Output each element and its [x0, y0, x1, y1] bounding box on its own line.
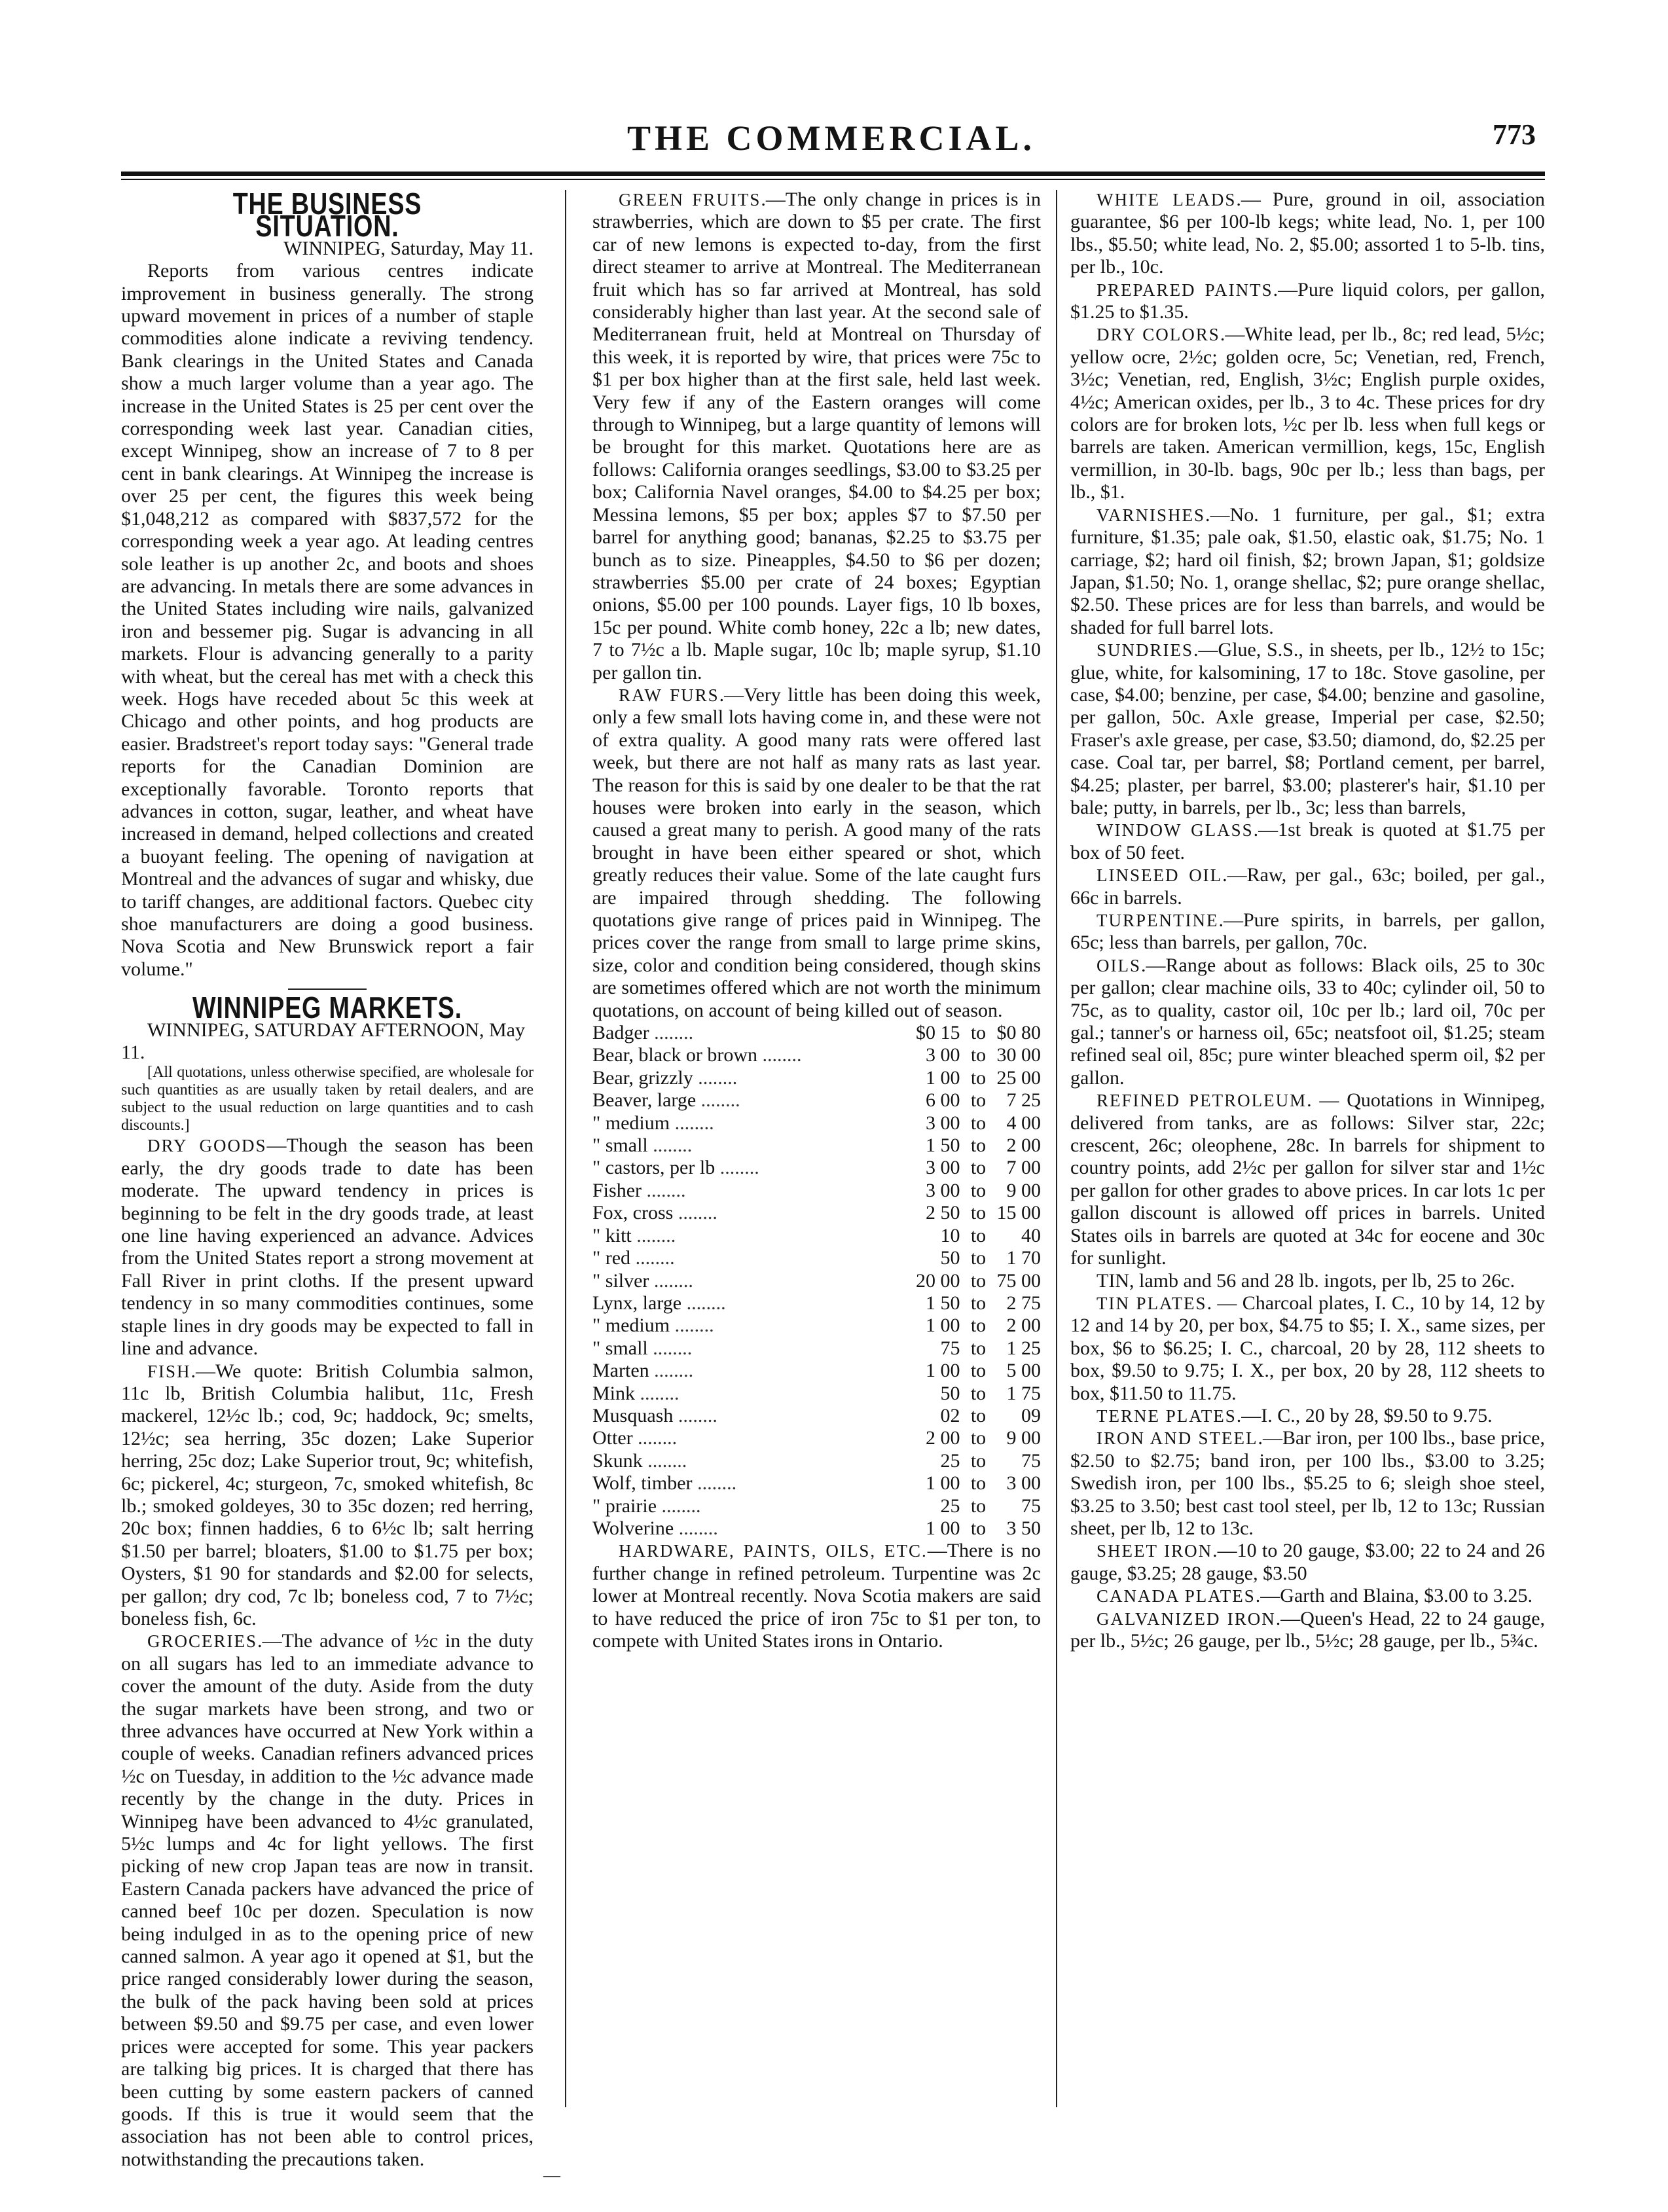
window-glass-paragraph [1070, 819, 1545, 864]
fur-high-price: 15 00 [996, 1202, 1041, 1224]
leader-dots: ........ [657, 1495, 701, 1517]
fur-to-word: to [970, 1337, 987, 1359]
fur-name: Wolverine ........ [592, 1517, 718, 1539]
fur-low-price: 1 00 [926, 1472, 960, 1495]
fur-name: Badger ........ [592, 1022, 694, 1044]
green-fruits-lead: GREEN FRUITS [619, 190, 761, 209]
fur-name: " small ........ [592, 1134, 693, 1157]
masthead [124, 117, 1538, 169]
fur-to-word: to [970, 1179, 987, 1201]
fur-low-price: $0 15 [916, 1022, 960, 1044]
quotations-note: [All quotations, unless otherwise specified, are wholesale for such quantities as are usually taken by retail dealers, and are subject to the usual reduction on large quantities and to cash discounts.] [121, 1064, 534, 1134]
fur-row [592, 1112, 1041, 1134]
fur-to-word: to [970, 1427, 987, 1449]
fur-name: Mink ........ [592, 1382, 680, 1404]
business-body: Reports from various centres indicate improvement in business generally. The strong upward movement in prices of a number of staple commodities alone indicate a reviving tendency. Bank clearings in the United States and Canada show a much larger volume than a year ago. The increase in the United States is 25 per cent over the corresponding week last year. Canadian cities, except Winnipeg, show an increase of 7 to 8 per cent in bank clearings. At Winnipeg the increase is over 25 per cent, the figures this week being $1,048,212 as compared with $837,572 for the corresponding week a year ago. At leading centres sole leather is up another 2c, and boots and shoes are advancing. In metals there are some advances in the United States including wire nails, galvanized iron and bessemer pig. Sugar is advancing in all markets. Flour is advancing generally to a parity with wheat, but the cereal has met with a check this week. Hogs have receded about 5c this week at Chicago and other points, and hog products are easier. Bradstreet's report today says: "General trade reports for the Canadian Dominion are exceptionally favorable. Toronto reports that advances in cotton, sugar, leather, and wheat have increased in demand, helped collections and created a buoyant feeling. The opening of navigation at Montreal and the advances of sugar and whisky, due to tariff changes, are additional factors. Quebec city shoe manufacturers are doing a good business. Nova Scotia and New Brunswick report a fair volume." [121, 260, 534, 980]
dry-goods-lead: DRY GOODS [147, 1136, 267, 1156]
fur-name: Beaver, large ........ [592, 1089, 740, 1112]
turpentine-text: .—Pure spirits, in barrels, per gallon, 65c; less than barrels, per gallon, 70c. [1070, 909, 1545, 954]
fur-high-price: 2 75 [1006, 1292, 1041, 1314]
fur-high-price: 09 [1021, 1404, 1041, 1426]
fur-to-word: to [970, 1360, 987, 1382]
newspaper-title: THE COMMERCIAL. [626, 118, 1036, 158]
fur-row [592, 1495, 1041, 1517]
fur-high-price: 7 25 [1006, 1089, 1041, 1112]
fur-name: Wolf, timber ........ [592, 1472, 737, 1495]
fur-name: Bear, black or brown ........ [592, 1044, 802, 1066]
fur-row [592, 1427, 1041, 1449]
leader-dots: ........ [757, 1044, 802, 1066]
fur-to-word: to [970, 1089, 987, 1112]
fur-name: Otter ........ [592, 1427, 678, 1449]
varnishes-paragraph [1070, 504, 1545, 639]
canada-plates-text: .—Garth and Blaina, $3.00 to 3.25. [1255, 1585, 1533, 1607]
header-rule-thick [121, 172, 1545, 176]
section-separator [288, 988, 367, 990]
fur-high-price: 9 00 [1006, 1179, 1041, 1201]
fur-low-price: 25 [940, 1449, 960, 1472]
prepared-paints-paragraph [1070, 279, 1545, 324]
sundries-lead: SUNDRIES [1097, 640, 1194, 661]
leader-dots: ........ [670, 1315, 714, 1337]
fur-row [592, 1383, 1041, 1405]
column-1 [121, 187, 534, 2170]
header-rule-thin [121, 179, 1545, 180]
fish-lead: FISH [147, 1361, 191, 1381]
white-leads-lead: WHITE LEADS [1097, 190, 1237, 209]
terne-plates-text: .—I. C., 20 by 28, $9.50 to 9.75. [1236, 1404, 1493, 1426]
window-glass-text: .—1st break is quoted at $1.75 per box of 50 feet. [1070, 819, 1545, 863]
fur-low-price: 50 [940, 1247, 960, 1269]
linseed-oil-paragraph [1070, 864, 1545, 909]
sheet-iron-lead: SHEET IRON [1097, 1541, 1213, 1561]
dry-goods-text: —Though the season has been early, the dry goods trade to date has been moderate. The upward tendency in prices is beginning to be felt in the dry goods trade, at least one line having experienced an advance. Advices from the United States report a strong movement at Fall River in print cloths. If the present upward tendency in so many commodities continues, some staple lines in dry goods may be expected to fall in line and advance. [121, 1134, 534, 1360]
linseed-oil-text: .—Raw, per gal., 63c; boiled, per gal., 66c in barrels. [1070, 864, 1545, 909]
fur-to-word: to [970, 1495, 987, 1517]
raw-furs-paragraph [592, 684, 1041, 1022]
leader-dots: ........ [649, 1269, 693, 1292]
groceries-text: .—The advance of ½c in the duty on all sugars has led to an immediate advance to cover the amount of the duty. Aside from the duty the sugar markets have been strong, and two or three advances have occurred at New York within a couple of weeks. Canadian refiners advanced prices ½c on Tuesday, in addition to the ½c advance made recently by the change in the duty. Prices in Winnipeg have been advanced to 4½c granulated, 5½c lumps and 4c for light yellows. The first picking of new crop Japan teas are now in transit. Eastern Canada packers have advanced the price of canned beef 10c per dozen. Speculation is now being indulged in as to the opening price of new canned salmon. A year ago it opened at $1, but the price ranged considerably lower during the season, the bulk of the pack having been sold at prices between $9.50 and $9.75 per case, and even lower prices were accepted for some. This year packers are talking big prices. It is charged that there has been cutting by some eastern packers of canned goods. If this is true it would seem that the association has not been able to control prices, notwithstanding the precautions taken. [121, 1630, 534, 2170]
footer-mark: — [543, 2166, 560, 2185]
fur-low-price: 75 [940, 1337, 960, 1359]
groceries-paragraph [121, 1630, 534, 2171]
fur-name: " prairie ........ [592, 1495, 701, 1517]
column-2 [592, 189, 1041, 2107]
fur-to-word: to [970, 1066, 987, 1089]
leader-dots: ........ [715, 1157, 759, 1179]
fur-low-price: 20 00 [916, 1269, 960, 1292]
iron-steel-text: .—Bar iron, per 100 lbs., base price, $2.50 to $2.75; band iron, per 100 lbs., $3.00 to 3.25; Swedish iron, per 100 lbs., $5.25 to 6; sleigh shoe steel, $3.25 to 3.50; best cast tool steel, per lb, 12 to 13c; Russian sheet, per lb, 12 to 13c. [1070, 1427, 1545, 1539]
fur-name: " small ........ [592, 1337, 693, 1359]
fur-high-price: 1 70 [1006, 1247, 1041, 1269]
refined-petroleum-text: . — Quotations in Winnipeg, delivered from tanks, are as follows: Silver star, 22c; crescent, 26c; oleophene, 28c. In barrels for shipment to country points, add 2½c per gallon for silver star and 1½c per gallon for other grades to above prices. In car lots 1c per gallon discount is allowed off prices in barrels. United States oils in barrels are quoted at 34c for eocene and 30c for sunlight. [1070, 1089, 1545, 1269]
fur-low-price: 3 00 [926, 1112, 960, 1134]
business-situation-heading: THE BUSINESS SITUATION. [232, 187, 422, 244]
galvanized-iron-paragraph [1070, 1608, 1545, 1653]
white-leads-text: .— Pure, ground in oil, association guarantee, $6 per 100-lb kegs; white lead, No. 1, per 100 lbs., $5.50; white lead, No. 2, $5.00; assorted 1 to 5-lb. tins, per lb., 10c. [1070, 189, 1545, 278]
leader-dots: ........ [647, 1337, 693, 1359]
fish-text: .—We quote: British Columbia salmon, 11c lb, British Columbia halibut, 11c, Fresh mackerel, 12½c lb.; cod, 9c; haddock, 9c; smelts, 12½c; sea herring, 35c dozen; Lake Superior herring, 25c doz; Lake Superior trout, 9c; whitefish, 6c; pickerel, 4c; sturgeon, 7c, smoked whitefish, 8c lb.; smoked goldeyes, 30 to 35c dozen; red herring, 20c box; finnen haddies, 6 to 6½c lb; salt herring $1.50 per barrel; bloaters, $1.00 to $1.75 per box; Oysters, $1 90 for standards and $2.00 for selects, per gallon; dry cod, 7c lb; boneless cod, 7 to 7½c; boneless fish, 6c. [121, 1360, 534, 1629]
hardware-paragraph [592, 1540, 1041, 1652]
leader-dots: ........ [674, 1517, 718, 1539]
canada-plates-lead: CANADA PLATES [1097, 1586, 1256, 1606]
sheet-iron-text: .—10 to 20 gauge, $3.00; 22 to 24 and 26 gauge, $3.25; 28 gauge, $3.50 [1070, 1540, 1545, 1584]
fur-row [592, 1044, 1041, 1066]
fur-low-price: 10 [940, 1224, 960, 1246]
fur-low-price: 1 00 [926, 1066, 960, 1089]
fur-low-price: 1 00 [926, 1517, 960, 1539]
column-divider [565, 190, 566, 2107]
tin-plates-lead: TIN PLATES [1097, 1293, 1207, 1313]
markets-dateline: WINNIPEG, SATURDAY AFTERNOON, May 11. [121, 1019, 525, 1064]
prepared-paints-text: .—Pure liquid colors, per gallon, $1.25 to $1.35. [1070, 278, 1545, 323]
linseed-oil-lead: LINSEED OIL [1097, 865, 1223, 886]
dry-colors-text: .—White lead, per lb., 8c; red lead, 5½c; yellow ocre, 2½c; golden ocre, 5c; Venetian, red, French, 3½c; Venetian, red, English, 3½c; English purple oxides, 4½c; American oxides, per lb., 3 to 4c. These prices for dry colors are for broken lots, ½c per lb. less when full kegs or barrels are taken. American vermillion, kegs, 15c, English vermillion, in 30-lb. bags, 90c per lb.; less than bags, per lb., $1. [1070, 323, 1545, 503]
fur-to-word: to [970, 1202, 987, 1224]
fur-to-word: to [970, 1517, 987, 1539]
leader-dots: ........ [635, 1382, 680, 1404]
fur-low-price: 3 00 [926, 1044, 960, 1066]
fur-to-word: to [970, 1247, 987, 1269]
fur-to-word: to [970, 1224, 987, 1246]
fur-low-price: 2 50 [926, 1202, 960, 1224]
fur-to-word: to [970, 1112, 987, 1134]
winnipeg-markets-heading: WINNIPEG MARKETS. [192, 990, 463, 1025]
groceries-lead: GROCERIES [147, 1631, 258, 1652]
fur-low-price: 25 [940, 1495, 960, 1517]
leader-dots: ........ [681, 1292, 726, 1314]
refined-petroleum-lead: REFINED PETROLEUM [1097, 1091, 1307, 1111]
fur-high-price: 9 00 [1006, 1427, 1041, 1449]
fur-high-price: 3 00 [1006, 1472, 1041, 1495]
fur-low-price: 1 50 [926, 1134, 960, 1157]
fur-name: " castors, per lb ........ [592, 1157, 759, 1179]
canada-plates-paragraph [1070, 1585, 1545, 1607]
leader-dots: ........ [649, 1360, 694, 1382]
fur-to-word: to [970, 1134, 987, 1157]
fur-high-price: 75 [1021, 1449, 1041, 1472]
fur-row [592, 1202, 1041, 1224]
fur-row [592, 1089, 1041, 1112]
iron-steel-paragraph [1070, 1427, 1545, 1540]
refined-petroleum-paragraph [1070, 1089, 1545, 1269]
fur-high-price: 1 75 [1006, 1382, 1041, 1404]
leader-dots: ........ [692, 1472, 737, 1495]
varnishes-lead: VARNISHES [1097, 505, 1206, 525]
fur-low-price: 3 00 [926, 1157, 960, 1179]
fur-low-price: 1 00 [926, 1360, 960, 1382]
fur-name: " kitt ........ [592, 1224, 676, 1246]
fur-row [592, 1517, 1041, 1540]
fur-name: Lynx, large ........ [592, 1292, 726, 1314]
fur-row [592, 1472, 1041, 1495]
leader-dots: ........ [696, 1089, 740, 1112]
fur-to-word: to [970, 1449, 987, 1472]
fur-row [592, 1292, 1041, 1315]
fur-high-price: 1 25 [1006, 1337, 1041, 1359]
fur-high-price: 25 00 [996, 1066, 1041, 1089]
terne-plates-lead: TERNE PLATES [1097, 1405, 1237, 1426]
leader-dots: ........ [673, 1404, 717, 1426]
fur-high-price: 2 00 [1006, 1315, 1041, 1337]
terne-plates-paragraph [1070, 1405, 1545, 1427]
fur-name: Fox, cross ........ [592, 1202, 717, 1224]
leader-dots: ........ [631, 1224, 676, 1246]
fur-high-price: 7 00 [1006, 1157, 1041, 1179]
fur-low-price: 50 [940, 1382, 960, 1404]
fur-low-price: 2 00 [926, 1427, 960, 1449]
fur-row [592, 1360, 1041, 1382]
leader-dots: ........ [649, 1022, 694, 1044]
tin-paragraph: TIN, lamb and 56 and 28 lb. ingots, per lb, 25 to 26c. [1097, 1269, 1515, 1292]
fur-high-price: 5 00 [1006, 1360, 1041, 1382]
varnishes-text: .—No. 1 furniture, per gal., $1; extra furniture, $1.35; pale oak, $1.50, elastic oak, $1.75; No. 1 carriage, $2; hard oil finish, $2; brown Japan, $1; goldsize Japan, $1.50; No. 1, orange shellac, $2; pure orange shellac, $2.50. These prices are for less than barrels, and would be shaded for full barrel lots. [1070, 503, 1545, 638]
oils-lead: OILS [1097, 955, 1141, 975]
fur-high-price: 30 00 [996, 1044, 1041, 1066]
dry-colors-paragraph [1070, 323, 1545, 503]
fur-row [592, 1067, 1041, 1089]
fur-name: Musquash ........ [592, 1404, 717, 1426]
fur-high-price: 3 50 [1006, 1517, 1041, 1539]
galvanized-iron-text: .—Queen's Head, 22 to 24 gauge, per lb., 5½c; 26 gauge, per lb., 5½c; 28 gauge, per lb., 5¾c. [1070, 1607, 1546, 1652]
fur-row [592, 1247, 1041, 1269]
fur-row [592, 1450, 1041, 1472]
iron-steel-lead: IRON AND STEEL [1097, 1428, 1258, 1449]
fur-high-price: 4 00 [1006, 1112, 1041, 1134]
dry-colors-lead: DRY COLORS [1097, 325, 1220, 345]
fur-name: " medium ........ [592, 1315, 714, 1337]
fur-to-word: to [970, 1382, 987, 1404]
fur-to-word: to [970, 1404, 987, 1426]
fur-row [592, 1134, 1041, 1157]
fur-high-price: $0 80 [996, 1022, 1041, 1044]
prepared-paints-lead: PREPARED PAINTS [1097, 280, 1273, 300]
green-fruits-text: .—The only change in prices is in strawberries, which are down to $5 per crate. The first car of new lemons is expected to-day, from the first direct steamer to arrive at Montreal. The Mediterranean fruit which has so far arrived at Montreal, has sold considerably higher than last year. At the second sale of Mediterranean fruit, held at Montreal on Thursday of this week, it is reported by wire, that prices were 75c to $1 per box higher than at the first sale, held last week. Very few if any of the Eastern oranges will come through to Winnipeg, but a large quantity of lemons will be brought for this market. Quotations here are as follows: California oranges seedlings, $3.00 to $3.25 per box; California Navel oranges, $4.00 to $4.25 per box; Messina lemons, $5 per box; apples $7 to $7.50 per barrel for anything good; bananas, $2.25 to $3.75 per bunch as to size. Pineapples, $4.50 to $6 per dozen; strawberries $5.00 per crate of 24 boxes; Egyptian onions, $5.00 per 100 pounds. Layer figs, 10 lb boxes, 15c per pound. White comb honey, 22c a lb; new dates, 7 to 7½c a lb. Maple sugar, 10c lb; maple syrup, $1.10 per gallon tin. [592, 189, 1042, 683]
leader-dots: ........ [632, 1427, 678, 1449]
fur-row [592, 1180, 1041, 1202]
galvanized-iron-lead: GALVANIZED IRON [1097, 1608, 1276, 1629]
fur-row [592, 1405, 1041, 1427]
dry-goods-paragraph [121, 1134, 534, 1360]
fur-row [592, 1315, 1041, 1337]
turpentine-lead: TURPENTINE [1097, 911, 1219, 930]
tin-plates-paragraph [1070, 1292, 1545, 1405]
hardware-text: —There is no further change in refined petroleum. Turpentine was 2c lower at Montreal recently. Nova Scotia makers are said to have reduced the price of iron 75c to $1 per ton, to compete with United States irons in Ontario. [592, 1540, 1041, 1652]
fur-high-price: 40 [1021, 1224, 1041, 1246]
fur-high-price: 75 00 [996, 1269, 1041, 1292]
fur-name: Fisher ........ [592, 1179, 686, 1201]
fur-to-word: to [970, 1269, 987, 1292]
fur-name: Skunk ........ [592, 1449, 687, 1472]
fur-row [592, 1225, 1041, 1247]
fur-to-word: to [970, 1157, 987, 1179]
green-fruits-paragraph [592, 189, 1041, 684]
fur-high-price: 75 [1021, 1495, 1041, 1517]
tin-plates-text: . — Charcoal plates, I. C., 10 by 14, 12 by 12 and 14 by 20, per box, $4.75 to $5; I. X., same sizes, per box, $6 to $6.25; I. C., charcoal, 20 by 28, 112 sheets to box, $9.50 to 9.75; I. X., per box, 20 by 28, 112 sheets to box, $11.50 to 11.75. [1070, 1292, 1546, 1404]
leader-dots: ........ [673, 1202, 717, 1224]
fur-low-price: 02 [940, 1404, 960, 1426]
turpentine-paragraph [1070, 909, 1545, 954]
hardware-lead: HARDWARE, PAINTS, OILS, ETC. [619, 1541, 928, 1561]
sundries-text: .—Glue, S.S., in sheets, per lb., 12½ to 15c; glue, white, for kalsomining, 17 to 18c. Stove gasoline, per case, $4.00; benzine, per case, $4.00; benzine and gasoline, per gallon, 50c. Axle grease, Imperial per case, $2.50; Fraser's axle grease, per case, $3.50; diamond, do, $2.25 per case. Coal tar, per barrel, $8; Portland cement, per barrel, $4.25; plaster, per barrel, $3.00; plasterer's hair, $1.10 per bale; putty, in barrels, per lb., 3c; less than barrels, [1070, 639, 1545, 818]
fur-to-word: to [970, 1292, 987, 1314]
fur-to-word: to [970, 1315, 987, 1337]
leader-dots: ........ [693, 1066, 738, 1089]
page-number: 773 [1493, 118, 1536, 151]
fur-name: Bear, grizzly ........ [592, 1066, 738, 1089]
leader-dots: ........ [670, 1112, 714, 1134]
leader-dots: ........ [630, 1247, 675, 1269]
white-leads-paragraph [1070, 189, 1545, 279]
raw-furs-text: .—Very little has been doing this week, only a few small lots having come in, and these were not of extra quality. A good many rats were offered last week, but there are not half as many rats as last year. The reason for this is said by one dealer to be that the rat houses were broken into early in the season, which caused a great many to perish. A good many of the rats brought in have been either speared or shot, which greatly reduces their value. Some of the late caught furs are impaired through shedding. The following quotations give range of prices paid in Winnipeg. The prices cover the range from small to large prime skins, size, color and condition being considered, though skins are sometimes offered which are not worth the minimum quotations, on account of being killed out of season. [592, 683, 1041, 1021]
raw-furs-lead: RAW FURS [619, 685, 719, 705]
fish-paragraph [121, 1360, 534, 1631]
window-glass-lead: WINDOW GLASS [1097, 820, 1254, 841]
fur-low-price: 1 00 [926, 1315, 960, 1337]
fur-to-word: to [970, 1472, 987, 1495]
oils-text: .—Range about as follows: Black oils, 25 to 30c per gallon; clear machine oils, 33 to 40c; cylinder oil, 50 to 75c, as to quality, castor oil, 10c per lb.; lard oil, 70c per gal.; tanner's or harness oil, 65c; neatsfoot oil, $1.25; steam refined seal oil, 85c; pure winter bleached sperm oil, $2 per gallon. [1070, 954, 1545, 1089]
fur-row [592, 1270, 1041, 1292]
fur-name: Marten ........ [592, 1360, 694, 1382]
fur-low-price: 3 00 [926, 1179, 960, 1201]
fur-high-price: 2 00 [1006, 1134, 1041, 1157]
fur-row [592, 1022, 1041, 1044]
fur-name: " red ........ [592, 1247, 675, 1269]
sundries-paragraph [1070, 639, 1545, 819]
fur-row [592, 1337, 1041, 1360]
fur-to-word: to [970, 1022, 987, 1044]
fur-name: " silver ........ [592, 1269, 693, 1292]
column-3 [1070, 189, 1545, 2107]
leader-dots: ........ [642, 1449, 687, 1472]
column-divider [1056, 190, 1057, 2107]
fur-to-word: to [970, 1044, 987, 1066]
fur-low-price: 1 50 [926, 1292, 960, 1314]
fur-low-price: 6 00 [926, 1089, 960, 1112]
oils-paragraph [1070, 954, 1545, 1089]
fur-row [592, 1157, 1041, 1179]
leader-dots: ........ [642, 1179, 686, 1201]
fur-name: " medium ........ [592, 1112, 714, 1134]
sheet-iron-paragraph [1070, 1540, 1545, 1585]
fur-price-table [592, 1022, 1041, 1540]
business-dateline: WINNIPEG, Saturday, May 11. [283, 237, 534, 259]
leader-dots: ........ [647, 1134, 693, 1157]
